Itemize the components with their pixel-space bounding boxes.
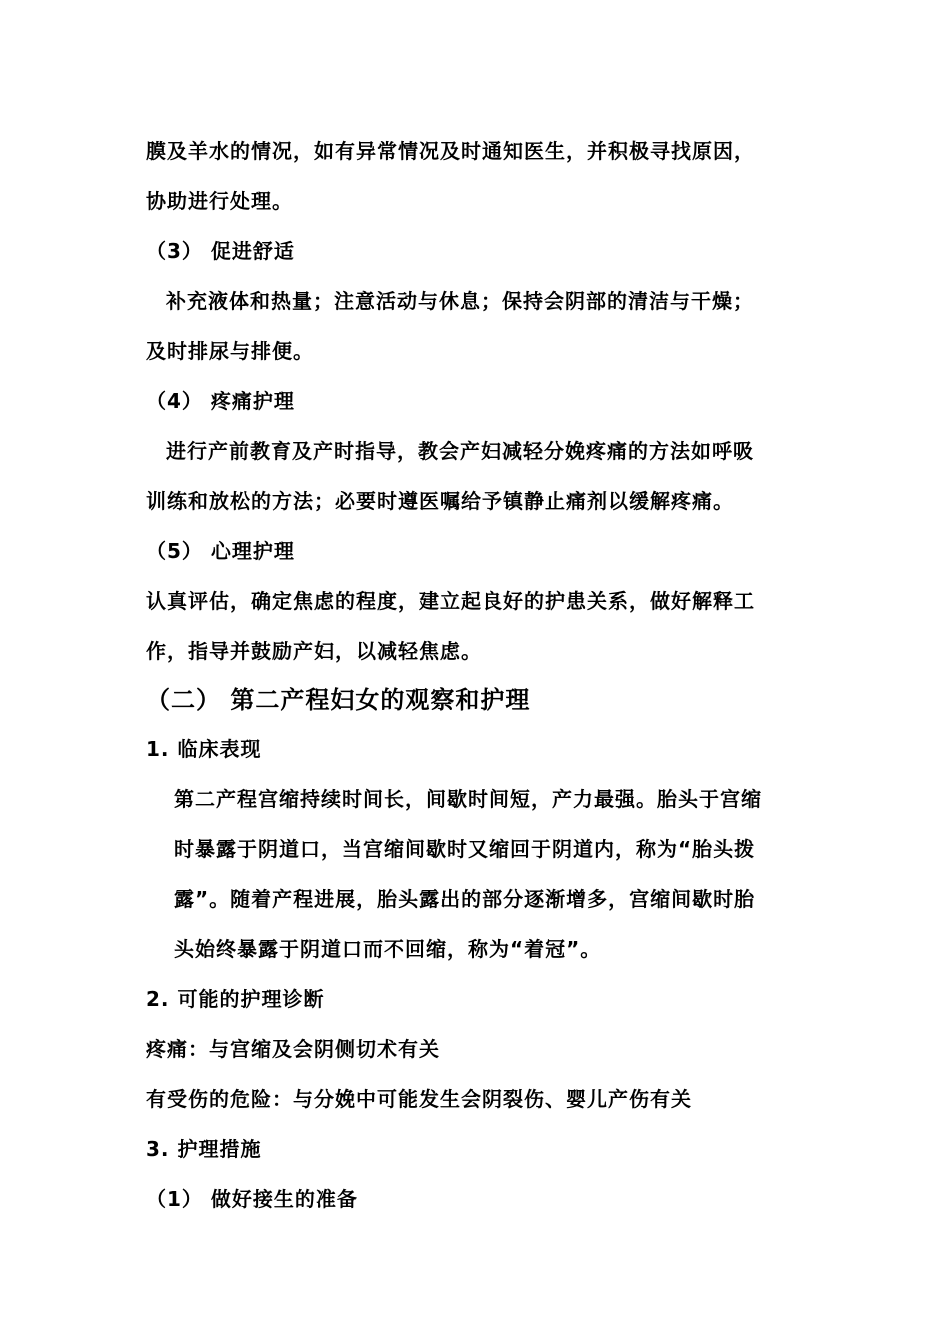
paragraph-line: 膜及羊水的情况，如有异常情况及时通知医生，并积极寻找原因， xyxy=(146,139,755,163)
paragraph-line: 补充液体和热量；注意活动与休息；保持会阴部的清洁与干燥； xyxy=(166,289,754,313)
paragraph-line: 有受伤的危险：与分娩中可能发生会阴裂伤、婴儿产伤有关 xyxy=(146,1087,692,1111)
numbered-heading: 3. 护理措施 xyxy=(146,1137,262,1161)
subsection-heading: （4） 疼痛护理 xyxy=(146,389,295,413)
paragraph-line: 疼痛：与宫缩及会阴侧切术有关 xyxy=(146,1037,440,1061)
paragraph-line: 协助进行处理。 xyxy=(146,189,293,213)
paragraph-line: 时暴露于阴道口，当宫缩间歇时又缩回于阴道内，称为“胎头拨 xyxy=(174,837,756,861)
paragraph-line: 作，指导并鼓励产妇，以减轻焦虑。 xyxy=(146,639,482,663)
paragraph-line: 及时排尿与排便。 xyxy=(146,339,314,363)
subsection-heading: （5） 心理护理 xyxy=(146,539,295,563)
subsection-heading: （3） 促进舒适 xyxy=(146,239,295,263)
paragraph-line: 训练和放松的方法；必要时遵医嘱给予镇静止痛剂以缓解疼痛。 xyxy=(146,489,734,513)
paragraph-line: 第二产程宫缩持续时间长，间歇时间短，产力最强。胎头于宫缩 xyxy=(174,787,762,811)
paragraph-line: 头始终暴露于阴道口而不回缩，称为“着冠”。 xyxy=(174,937,602,961)
section-heading: （二） 第二产程妇女的观察和护理 xyxy=(146,686,531,714)
paragraph-line: 认真评估，确定焦虑的程度，建立起良好的护患关系，做好解释工 xyxy=(146,589,755,613)
subsection-heading: （1） 做好接生的准备 xyxy=(146,1187,358,1211)
paragraph-line: 露”。随着产程进展，胎头露出的部分逐渐增多，宫缩间歇时胎 xyxy=(174,887,756,911)
numbered-heading: 2. 可能的护理诊断 xyxy=(146,987,325,1011)
numbered-heading: 1. 临床表现 xyxy=(146,737,262,761)
paragraph-line: 进行产前教育及产时指导，教会产妇减轻分娩疼痛的方法如呼吸 xyxy=(166,439,754,463)
